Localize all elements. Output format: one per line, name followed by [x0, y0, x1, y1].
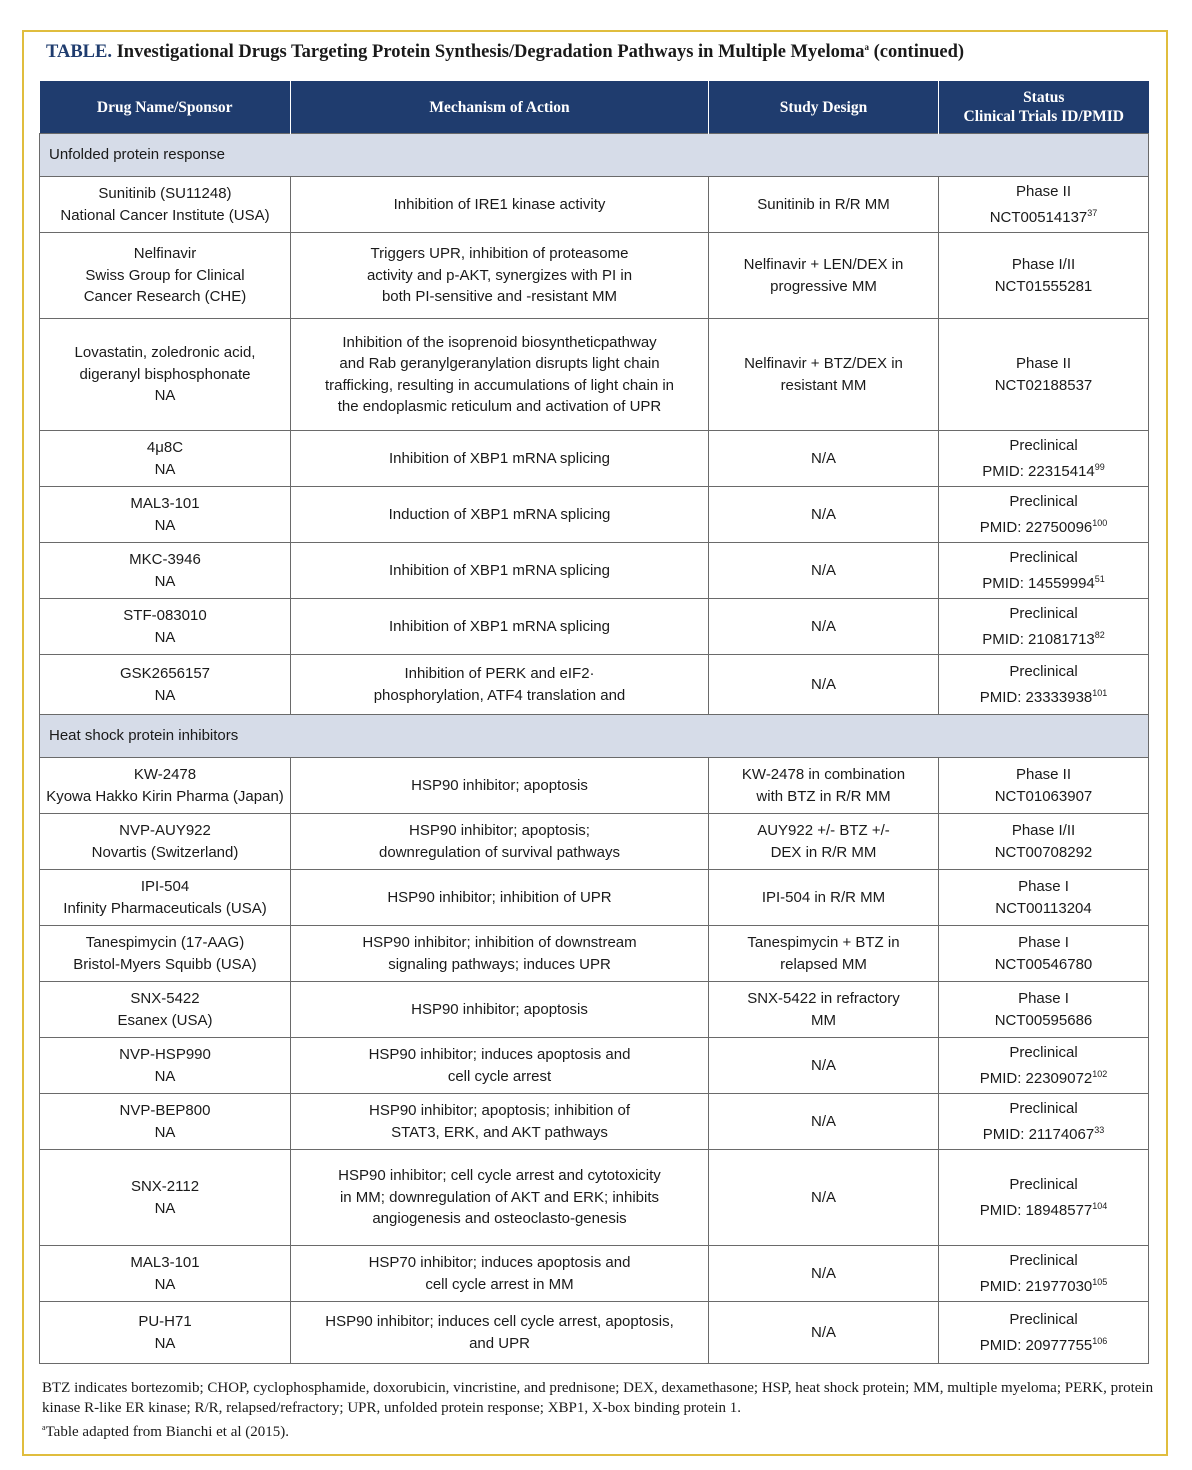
drug-cell — [40, 655, 291, 715]
mechanism-line: Triggers UPR, inhibition of proteasome — [370, 245, 629, 263]
mechanism-line: HSP90 inhibitor; apoptosis; inhibition of — [369, 1102, 630, 1119]
table-row — [40, 1094, 1149, 1150]
trial-id-line — [945, 276, 1142, 298]
status-cell — [939, 814, 1149, 870]
title-sup: a — [864, 42, 870, 52]
mechanism-cell — [291, 1094, 709, 1150]
drug-table — [39, 81, 1149, 1364]
drug-cell — [40, 1038, 291, 1094]
design-cell — [709, 870, 939, 926]
status-text: Phase I/II — [1011, 256, 1076, 273]
table-row — [40, 319, 1149, 431]
trial-id: NCT02188537 — [994, 376, 1093, 394]
mechanism-line: activity and p-AKT, synergizes with PI in — [366, 266, 633, 284]
drug-line: NA — [154, 516, 176, 534]
drug-line: NVP-HSP990 — [119, 1046, 211, 1063]
status-text: Preclinical — [1009, 493, 1078, 510]
trial-id-line — [945, 625, 1142, 651]
drug-cell — [40, 431, 291, 487]
header-drug: Drug Name/Sponsor — [40, 81, 291, 134]
mechanism-cell — [291, 655, 709, 715]
trial-id: NCT00514137 — [989, 208, 1088, 226]
header-id-line: Clinical Trials ID/PMID — [963, 108, 1124, 125]
status-text: Preclinical — [1009, 1252, 1078, 1269]
title-lead: TABLE. — [46, 42, 112, 63]
status-cell — [939, 982, 1149, 1038]
trial-id: NCT00113204 — [995, 899, 1092, 917]
drug-line: PU-H71 — [138, 1313, 192, 1330]
drug-line: MAL3-101 — [130, 1254, 200, 1271]
status-cell — [939, 233, 1149, 319]
reference-sup: 106 — [1092, 1335, 1108, 1346]
design-cell — [709, 1094, 939, 1150]
mechanism-line: Inhibition of XBP1 mRNA splicing — [389, 617, 610, 635]
status-cell — [939, 655, 1149, 715]
reference-sup: 102 — [1092, 1068, 1108, 1079]
trial-id-line — [945, 457, 1142, 483]
drug-line: Swiss Group for Clinical — [85, 266, 245, 284]
mechanism-line: signaling pathways; induces UPR — [388, 955, 611, 973]
drug-line: Tanespimycin (17-AAG) — [85, 934, 245, 951]
design-cell — [709, 319, 939, 431]
drug-line: GSK2656157 — [119, 665, 211, 682]
drug-cell — [40, 1094, 291, 1150]
table-row — [40, 758, 1149, 814]
table-row — [40, 177, 1149, 233]
design-line: progressive MM — [770, 277, 877, 295]
reference-sup: 104 — [1092, 1200, 1108, 1211]
trial-id-line — [945, 203, 1142, 229]
mechanism-line: in MM; downregulation of AKT and ERK; inhibits — [339, 1188, 660, 1206]
drug-line: digeranyl bisphosphonate — [79, 365, 251, 383]
mechanism-line: and Rab geranylgeranylation disrupts light chain — [339, 355, 660, 372]
table-row — [40, 870, 1149, 926]
mechanism-cell — [291, 487, 709, 543]
status-cell — [939, 926, 1149, 982]
drug-line: IPI-504 — [140, 878, 190, 895]
mechanism-cell — [291, 758, 709, 814]
drug-line: Novartis (Switzerland) — [91, 843, 239, 861]
drug-cell — [40, 487, 291, 543]
status-text: Phase II — [1015, 183, 1072, 200]
reference-sup: 101 — [1092, 687, 1108, 698]
design-cell — [709, 1038, 939, 1094]
status-cell — [939, 1094, 1149, 1150]
design-line: Tanespimycin + BTZ in — [747, 934, 900, 951]
drug-cell — [40, 1302, 291, 1364]
trial-id: PMID: 21977030 — [979, 1277, 1093, 1295]
trial-id: PMID: 22315414 — [982, 462, 1095, 480]
design-cell — [709, 814, 939, 870]
trial-id-line — [945, 1331, 1142, 1357]
status-text: Preclinical — [1009, 663, 1078, 680]
reference-sup: 99 — [1094, 461, 1105, 472]
design-cell — [709, 599, 939, 655]
mechanism-line: Inhibition of IRE1 kinase activity — [393, 195, 606, 213]
mechanism-line: the endoplasmic reticulum and activation of UPR — [337, 398, 662, 415]
mechanism-line: Inhibition of the isoprenoid biosyntheticpathway — [342, 333, 657, 351]
mechanism-line: HSP90 inhibitor; apoptosis — [411, 1000, 588, 1018]
mechanism-line: HSP90 inhibitor; apoptosis — [411, 776, 588, 794]
mechanism-line: cell cycle arrest — [447, 1067, 552, 1085]
design-line: N/A — [810, 449, 836, 467]
header-status — [939, 81, 1149, 134]
mechanism-cell — [291, 814, 709, 870]
status-cell — [939, 1038, 1149, 1094]
footnote-source: Table adapted from Bianchi et al (2015). — [45, 1424, 290, 1440]
drug-cell — [40, 1150, 291, 1246]
drug-line: 4μ8C — [146, 439, 184, 456]
mechanism-line: HSP90 inhibitor; inhibition of UPR — [387, 888, 612, 906]
drug-cell — [40, 319, 291, 431]
trial-id: PMID: 21174067 — [982, 1125, 1095, 1143]
drug-line: Sunitinib (SU11248) — [98, 185, 232, 202]
mechanism-cell — [291, 1150, 709, 1246]
design-cell — [709, 177, 939, 233]
status-text: Preclinical — [1009, 1100, 1078, 1117]
section-label: Heat shock protein inhibitors — [40, 715, 1149, 758]
design-cell — [709, 926, 939, 982]
status-text: Phase II — [1015, 766, 1072, 783]
trial-id-line — [945, 513, 1142, 539]
trial-id: NCT01555281 — [994, 277, 1093, 295]
status-cell — [939, 758, 1149, 814]
status-text: Phase I/II — [1011, 822, 1076, 839]
drug-cell — [40, 1246, 291, 1302]
design-cell — [709, 431, 939, 487]
design-cell — [709, 1302, 939, 1364]
design-cell — [709, 487, 939, 543]
design-line: N/A — [810, 1264, 836, 1282]
design-cell — [709, 1246, 939, 1302]
footnote-sup: a — [42, 1423, 46, 1432]
status-text: Phase I — [1018, 934, 1069, 951]
drug-line: KW-2478 — [133, 766, 197, 783]
mechanism-line: HSP90 inhibitor; apoptosis; — [409, 822, 590, 839]
design-line: N/A — [810, 1323, 836, 1341]
trial-id-line — [945, 1120, 1142, 1146]
mechanism-cell — [291, 599, 709, 655]
status-text: Preclinical — [1009, 1176, 1078, 1193]
reference-sup: 51 — [1094, 573, 1105, 584]
drug-cell — [40, 982, 291, 1038]
mechanism-cell — [291, 319, 709, 431]
mechanism-cell — [291, 543, 709, 599]
footnote-abbrev: BTZ indicates bortezomib; CHOP, cyclophosphamide, doxorubicin, vincristine, and prednisone; DEX, dexamethasone; HSP, heat shock protein; MM, multiple myeloma; PERK, protein kinase R-like ER kinase; R/R, relapsed/refractory; UPR, unfolded protein response; XBP1, X-box binding protein 1. — [42, 1380, 1154, 1416]
mechanism-cell — [291, 1038, 709, 1094]
table-row — [40, 233, 1149, 319]
table-row — [40, 926, 1149, 982]
reference-sup: 33 — [1094, 1124, 1105, 1135]
drug-line: NA — [154, 1334, 176, 1352]
drug-line: Kyowa Hakko Kirin Pharma (Japan) — [46, 787, 284, 805]
drug-line: NA — [154, 387, 176, 405]
header-status-line: Status — [1023, 89, 1065, 106]
design-line: Nelfinavir + LEN/DEX in — [743, 256, 904, 273]
trial-id: NCT00708292 — [994, 843, 1093, 861]
mechanism-cell — [291, 1302, 709, 1364]
design-line: N/A — [810, 505, 836, 523]
mechanism-line: trafficking, resulting in accumulations of light chain in — [324, 376, 675, 394]
table-row — [40, 431, 1149, 487]
mechanism-line: STAT3, ERK, and AKT pathways — [391, 1123, 608, 1141]
design-line: IPI-504 in R/R MM — [761, 888, 886, 906]
design-line: N/A — [810, 1056, 836, 1074]
reference-sup: 82 — [1094, 629, 1105, 640]
status-cell — [939, 177, 1149, 233]
trial-id-line — [945, 898, 1142, 920]
design-cell — [709, 982, 939, 1038]
title-text: Investigational Drugs Targeting Protein Synthesis/Degradation Pathways in Multiple Myeloma — [111, 42, 865, 63]
status-text: Preclinical — [1009, 437, 1078, 454]
drug-line: STF-083010 — [123, 607, 207, 624]
drug-line: Cancer Research (CHE) — [83, 288, 247, 306]
header-design: Study Design — [709, 81, 939, 134]
status-cell — [939, 487, 1149, 543]
status-text: Phase I — [1018, 878, 1069, 895]
design-line: resistant MM — [780, 376, 867, 394]
design-line: relapsed MM — [780, 955, 867, 973]
mechanism-cell — [291, 926, 709, 982]
design-line: Sunitinib in R/R MM — [757, 195, 890, 213]
status-cell — [939, 543, 1149, 599]
mechanism-line: Inhibition of PERK and eIF2· — [404, 665, 595, 682]
design-line: N/A — [810, 675, 836, 693]
design-line: Nelfinavir + BTZ/DEX in — [744, 355, 903, 372]
drug-line: NVP-AUY922 — [119, 822, 211, 839]
status-cell — [939, 599, 1149, 655]
trial-id-line — [945, 842, 1142, 864]
drug-line: SNX-5422 — [130, 990, 200, 1007]
reference-sup: 105 — [1092, 1276, 1108, 1287]
trial-id-line — [945, 683, 1142, 709]
trial-id-line — [945, 786, 1142, 808]
status-cell — [939, 1150, 1149, 1246]
trial-id-line — [945, 1010, 1142, 1032]
drug-cell — [40, 233, 291, 319]
reference-sup: 37 — [1087, 207, 1098, 218]
table-row — [40, 814, 1149, 870]
design-line: MM — [811, 1011, 836, 1029]
design-cell — [709, 655, 939, 715]
table-row — [40, 543, 1149, 599]
mechanism-cell — [291, 177, 709, 233]
mechanism-cell — [291, 870, 709, 926]
table-row — [40, 1302, 1149, 1364]
trial-id-line — [945, 569, 1142, 595]
drug-cell — [40, 543, 291, 599]
drug-line: NA — [154, 1123, 176, 1141]
drug-line: NA — [154, 1199, 176, 1217]
header-row — [40, 81, 1149, 134]
mechanism-line: HSP90 inhibitor; induces cell cycle arrest, apoptosis, — [325, 1313, 674, 1330]
mechanism-line: HSP90 inhibitor; cell cycle arrest and cytotoxicity — [338, 1167, 661, 1185]
trial-id-line — [945, 375, 1142, 397]
trial-id-line — [945, 1272, 1142, 1298]
design-line: SNX-5422 in refractory — [747, 990, 900, 1007]
drug-line: Infinity Pharmaceuticals (USA) — [63, 899, 267, 917]
title-tail: (continued) — [869, 42, 965, 63]
status-text: Preclinical — [1009, 1044, 1078, 1061]
design-cell — [709, 543, 939, 599]
drug-line: Bristol-Myers Squibb (USA) — [73, 955, 257, 973]
design-cell — [709, 758, 939, 814]
section-label: Unfolded protein response — [40, 134, 1149, 177]
drug-line: NA — [154, 1275, 176, 1293]
trial-id: PMID: 21081713 — [982, 630, 1095, 648]
status-text: Preclinical — [1009, 1311, 1078, 1328]
table-row — [40, 655, 1149, 715]
design-cell — [709, 1150, 939, 1246]
drug-line: Esanex (USA) — [117, 1011, 213, 1029]
table-title — [46, 42, 1156, 63]
status-cell — [939, 319, 1149, 431]
trial-id: NCT00595686 — [994, 1011, 1093, 1029]
drug-line: NVP-BEP800 — [119, 1102, 211, 1119]
status-cell — [939, 431, 1149, 487]
mechanism-line: Inhibition of XBP1 mRNA splicing — [389, 561, 610, 579]
table-row — [40, 1038, 1149, 1094]
trial-id: PMID: 22309072 — [979, 1069, 1093, 1087]
mechanism-cell — [291, 233, 709, 319]
drug-cell — [40, 599, 291, 655]
mechanism-line: HSP70 inhibitor; induces apoptosis and — [368, 1254, 631, 1271]
drug-line: NA — [154, 628, 176, 646]
mechanism-line: downregulation of survival pathways — [379, 843, 620, 861]
drug-cell — [40, 177, 291, 233]
design-line: DEX in R/R MM — [770, 843, 877, 861]
section-row — [40, 134, 1149, 177]
design-line: N/A — [810, 1112, 836, 1130]
drug-line: MKC-3946 — [129, 551, 201, 568]
design-line: with BTZ in R/R MM — [756, 787, 891, 805]
trial-id-line — [945, 954, 1142, 976]
mechanism-line: cell cycle arrest in MM — [425, 1275, 574, 1293]
status-text: Phase II — [1015, 355, 1072, 372]
status-cell — [939, 870, 1149, 926]
reference-sup: 100 — [1092, 517, 1108, 528]
mechanism-line: HSP90 inhibitor; inhibition of downstream — [362, 934, 637, 951]
trial-id: NCT00546780 — [994, 955, 1093, 973]
trial-id: PMID: 22750096 — [979, 518, 1093, 536]
status-text: Phase I — [1018, 990, 1069, 1007]
mechanism-line: Inhibition of XBP1 mRNA splicing — [389, 449, 610, 467]
mechanism-line: both PI-sensitive and -resistant MM — [381, 288, 618, 306]
design-line: AUY922 +/- BTZ +/- — [757, 822, 890, 839]
mechanism-line: phosphorylation, ATF4 translation and — [373, 686, 626, 704]
mechanism-line: and UPR — [469, 1334, 530, 1352]
design-line: N/A — [810, 1188, 836, 1206]
mechanism-cell — [291, 431, 709, 487]
drug-cell — [40, 870, 291, 926]
drug-line: NA — [154, 572, 176, 590]
design-line: KW-2478 in combination — [741, 766, 906, 783]
drug-line: SNX-2112 — [130, 1178, 200, 1195]
trial-id: NCT01063907 — [994, 787, 1093, 805]
mechanism-line: angiogenesis and osteoclasto-genesis — [372, 1210, 627, 1228]
trial-id-line — [945, 1196, 1142, 1222]
design-line: N/A — [810, 617, 836, 635]
drug-line: MAL3-101 — [130, 495, 200, 512]
table-row — [40, 599, 1149, 655]
table-row — [40, 1150, 1149, 1246]
header-mechanism: Mechanism of Action — [291, 81, 709, 134]
drug-line: National Cancer Institute (USA) — [60, 206, 270, 224]
status-text: Preclinical — [1009, 549, 1078, 566]
table-row — [40, 982, 1149, 1038]
trial-id: PMID: 23333938 — [979, 688, 1093, 706]
design-line: N/A — [810, 561, 836, 579]
table-body — [40, 134, 1149, 1364]
table-row — [40, 487, 1149, 543]
trial-id: PMID: 20977755 — [979, 1336, 1093, 1354]
drug-cell — [40, 814, 291, 870]
drug-line: Lovastatin, zoledronic acid, — [74, 344, 256, 362]
design-cell — [709, 233, 939, 319]
mechanism-line: Induction of XBP1 mRNA splicing — [388, 505, 611, 523]
status-cell — [939, 1246, 1149, 1302]
drug-line: NA — [154, 686, 176, 704]
drug-line: NA — [154, 460, 176, 478]
mechanism-cell — [291, 982, 709, 1038]
drug-line: NA — [154, 1067, 176, 1085]
section-row — [40, 715, 1149, 758]
status-text: Preclinical — [1009, 605, 1078, 622]
mechanism-cell — [291, 1246, 709, 1302]
status-cell — [939, 1302, 1149, 1364]
drug-cell — [40, 926, 291, 982]
trial-id-line — [945, 1064, 1142, 1090]
table-row — [40, 1246, 1149, 1302]
drug-cell — [40, 758, 291, 814]
trial-id: PMID: 18948577 — [979, 1201, 1093, 1219]
trial-id: PMID: 14559994 — [982, 574, 1095, 592]
footnote — [42, 1378, 1154, 1442]
mechanism-line: HSP90 inhibitor; induces apoptosis and — [368, 1046, 631, 1063]
drug-line: Nelfinavir — [133, 245, 197, 263]
